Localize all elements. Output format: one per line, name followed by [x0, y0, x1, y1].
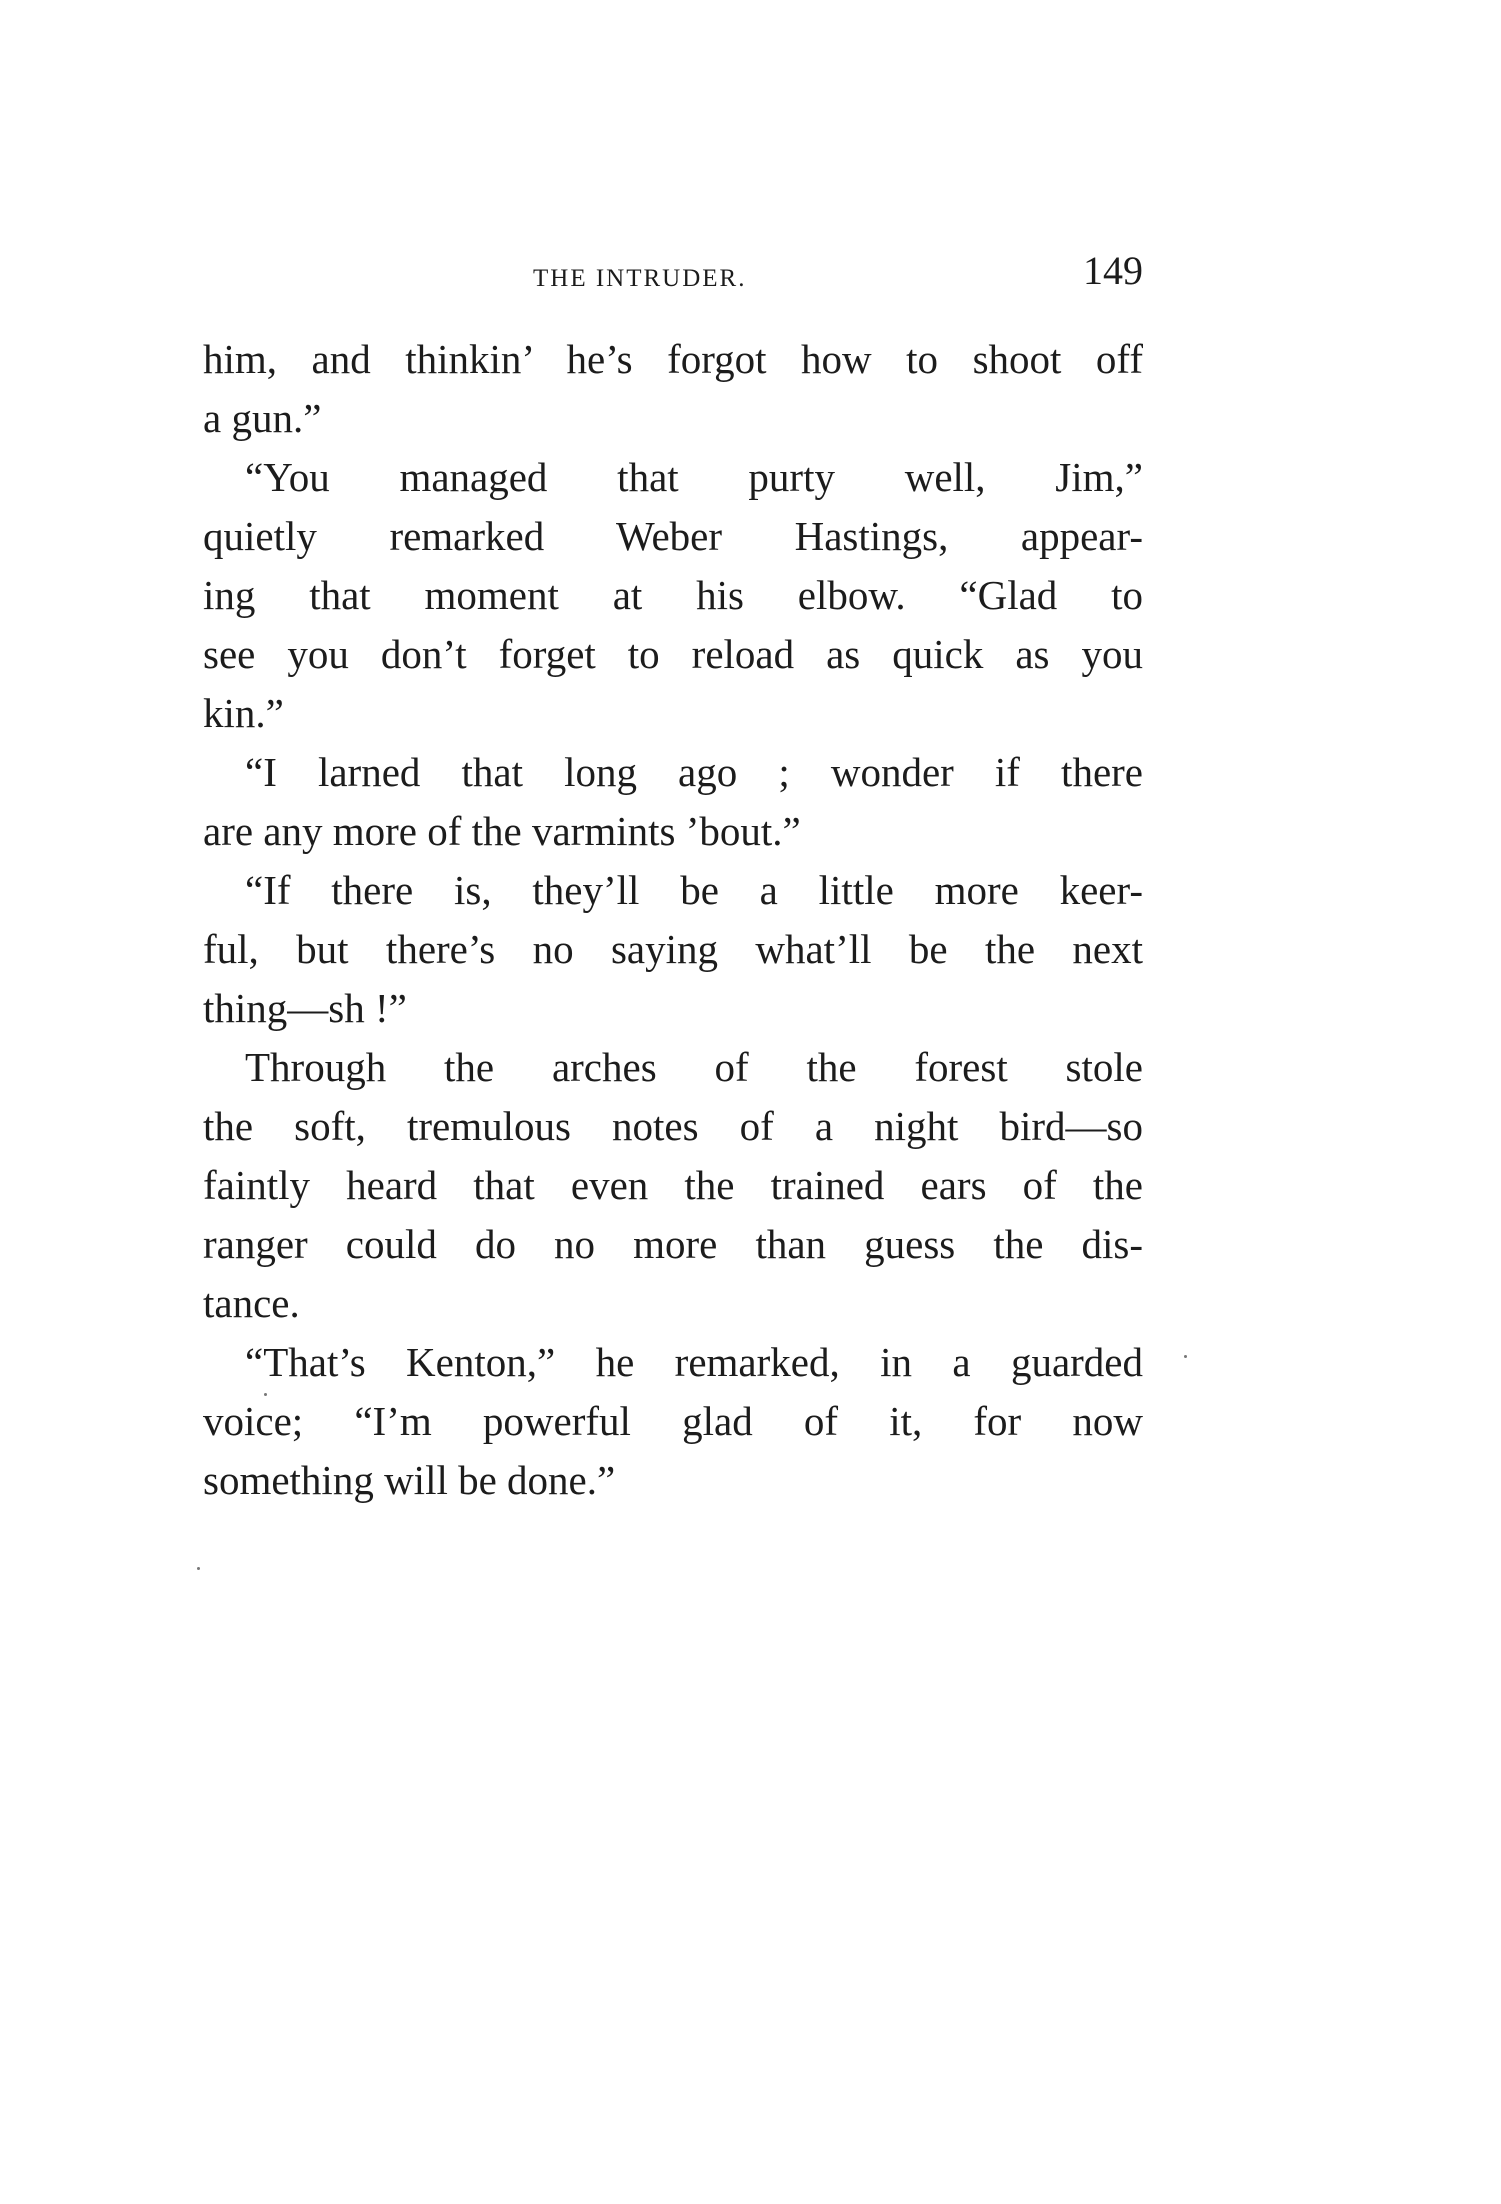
text-line: “If there is, they’ll be a little more keer- [245, 867, 1143, 913]
text-line: the soft, tremulous notes of a night bird—so [203, 1103, 1143, 1149]
text-line: ing that moment at his elbow. “Glad to [203, 572, 1143, 618]
text-line: something will be done.” [203, 1457, 616, 1503]
text-line: ranger could do no more than guess the dis- [203, 1221, 1143, 1267]
text-line: faintly heard that even the trained ears of the [203, 1162, 1143, 1208]
text-line: a gun.” [203, 395, 322, 441]
body-text [203, 330, 1143, 1510]
running-title: THE INTRUDER. [533, 265, 747, 292]
paper-speck [264, 1393, 267, 1396]
text-line: voice; “I’m powerful glad of it, for now [203, 1398, 1143, 1444]
text-line: ful, but there’s no saying what’ll be the next [203, 926, 1143, 972]
text-line: quietly remarked Weber Hastings, appear- [203, 513, 1143, 559]
text-line: kin.” [203, 690, 284, 736]
paper-speck [197, 1567, 200, 1570]
text-line: “That’s Kenton,” he remarked, in a guarded [245, 1339, 1143, 1385]
page-number: 149 [1083, 248, 1143, 293]
text-line: see you don’t forget to reload as quick as you [203, 631, 1143, 677]
text-line: are any more of the varmints ’bout.” [203, 808, 801, 854]
text-line: tance. [203, 1280, 300, 1326]
text-line: “I larned that long ago ; wonder if there [245, 749, 1143, 795]
running-head [203, 248, 1143, 298]
text-line: thing—sh !” [203, 985, 407, 1031]
text-line: him, and thinkin’ he’s forgot how to shoot off [203, 336, 1143, 382]
text-line: “You managed that purty well, Jim,” [245, 454, 1143, 500]
text-line: Through the arches of the forest stole [245, 1044, 1143, 1090]
paper-speck [1184, 1355, 1187, 1358]
